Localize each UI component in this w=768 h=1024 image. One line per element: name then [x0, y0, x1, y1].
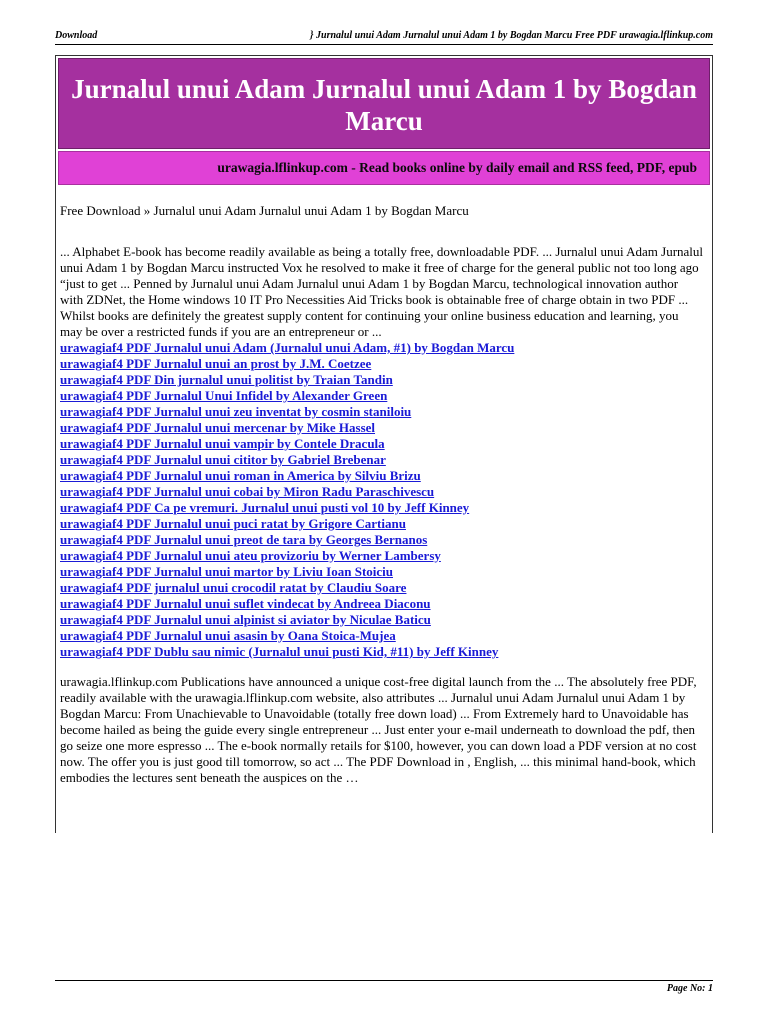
list-item — [60, 532, 704, 548]
intro-paragraph: ... Alphabet E-book has become readily available as being a totally free, downloadable PDF. ... Jurnalul unui Adam Jurnalul unui Adam 1 by Bogdan Marcu instructed Vox he resolved to make it free of charge for the general public not too long ago “just to get ... Penned by Jurnalul unui Adam Jurnalul unui Adam 1 by Bogdan Marcu, technological innovation author with ZDNet, the Home windows 10 IT Pro Necessities Aid Tricks book is obtainable free of charge obtain in two PDF ... Whilst books are definitely the greatest supply content for continuing your online business education and learning, you may be over a restricted funds if you are an entrepreneur or ... — [60, 244, 704, 339]
list-item — [60, 516, 704, 532]
document-frame — [55, 55, 713, 833]
list-item — [60, 644, 704, 660]
related-book-link[interactable]: urawagiaf4 PDF Jurnalul unui ateu provizoriu by Werner Lambersy — [60, 548, 441, 563]
list-item — [60, 580, 704, 596]
related-book-link[interactable]: urawagiaf4 PDF Jurnalul unui zeu inventat by cosmin staniloiu — [60, 404, 412, 419]
related-book-link[interactable]: urawagiaf4 PDF Din jurnalul unui politist by Traian Tandin — [60, 372, 393, 387]
related-book-link[interactable]: urawagiaf4 PDF Jurnalul unui puci ratat by Grigore Cartianu — [60, 516, 406, 531]
related-book-link[interactable]: urawagiaf4 PDF Jurnalul Unui Infidel by Alexander Green — [60, 388, 388, 403]
list-item — [60, 468, 704, 484]
related-book-link[interactable]: urawagiaf4 PDF Jurnalul unui mercenar by Mike Hassel — [60, 420, 376, 435]
title-banner — [58, 58, 710, 149]
related-book-link[interactable]: urawagiaf4 PDF Jurnalul unui roman in America by Silviu Brizu — [60, 468, 421, 483]
tagline-bar — [58, 151, 710, 185]
related-book-link[interactable]: urawagiaf4 PDF Jurnalul unui cititor by Gabriel Brebenar — [60, 452, 386, 467]
related-book-link[interactable]: urawagiaf4 PDF Jurnalul unui suflet vindecat by Andreea Diaconu — [60, 596, 431, 611]
related-book-link[interactable]: urawagiaf4 PDF Jurnalul unui alpinist si aviator by Niculae Baticu — [60, 612, 431, 627]
list-item — [60, 436, 704, 452]
related-book-link[interactable]: urawagiaf4 PDF Jurnalul unui preot de tara by Georges Bernanos — [60, 532, 428, 547]
related-book-link[interactable]: urawagiaf4 PDF Jurnalul unui asasin by Oana Stoica-Mujea — [60, 628, 396, 643]
list-item — [60, 548, 704, 564]
outro-paragraph: urawagia.lflinkup.com Publications have announced a unique cost-free digital launch from the ... The absolutely free PDF, readily available with the urawagia.lflinkup.com website, also attributes ... Jurnalul unui Adam Jurnalul unui Adam 1 by Bogdan Marcu: From Unachievable to Unavoidable (totally free down load) ... From Extremely hard to Unavoidable has become hailed as being the guide every single entrepreneur ... Just enter your e-mail underneath to download the pdf, then go seize one more espresso ... The e-book normally retails for $100, however, you can down load a PDF version at no cost now. The offer you is just good till tomorrow, so act ... The PDF Download in , English, ... this minimal hand-book, which embodies the lectures sent beneath the auspices on the … — [60, 674, 697, 785]
related-book-link[interactable]: urawagiaf4 PDF jurnalul unui crocodil ratat by Claudiu Soare — [60, 580, 407, 595]
related-book-link[interactable]: urawagiaf4 PDF Jurnalul unui an prost by J.M. Coetzee — [60, 356, 372, 371]
list-item — [60, 452, 704, 468]
footer-rule — [55, 980, 713, 981]
list-item — [60, 612, 704, 628]
page-title: Jurnalul unui Adam Jurnalul unui Adam 1 by Bogdan Marcu — [71, 74, 697, 136]
related-book-link[interactable]: urawagiaf4 PDF Jurnalul unui Adam (Jurnalul unui Adam, #1) by Bogdan Marcu — [60, 340, 515, 355]
content-body — [60, 203, 704, 786]
list-item — [60, 372, 704, 388]
site-tagline: urawagia.lflinkup.com - Read books online by daily email and RSS feed, PDF, epub — [217, 160, 697, 175]
list-item — [60, 500, 704, 516]
related-book-link[interactable]: urawagiaf4 PDF Jurnalul unui martor by Liviu Ioan Stoiciu — [60, 564, 393, 579]
list-item — [60, 340, 704, 356]
list-item — [60, 564, 704, 580]
breadcrumb: Free Download » Jurnalul unui Adam Jurnalul unui Adam 1 by Bogdan Marcu — [60, 203, 469, 218]
list-item — [60, 484, 704, 500]
list-item — [60, 628, 704, 644]
related-book-link[interactable]: urawagiaf4 PDF Jurnalul unui cobai by Miron Radu Paraschivescu — [60, 484, 435, 499]
header-download-label: Download — [55, 30, 98, 41]
list-item — [60, 596, 704, 612]
header-document-title: } Jurnalul unui Adam Jurnalul unui Adam 1 by Bogdan Marcu Free PDF urawagia.lflinkup.com — [310, 30, 713, 41]
related-book-link[interactable]: urawagiaf4 PDF Jurnalul unui vampir by Contele Dracula — [60, 436, 385, 451]
page-header — [55, 28, 713, 45]
page-number: Page No: 1 — [666, 983, 713, 994]
list-item — [60, 388, 704, 404]
list-item — [60, 404, 704, 420]
related-book-link[interactable]: urawagiaf4 PDF Ca pe vremuri. Jurnalul unui pusti vol 10 by Jeff Kinney — [60, 500, 470, 515]
list-item — [60, 356, 704, 372]
related-book-link[interactable]: urawagiaf4 PDF Dublu sau nimic (Jurnalul unui pusti Kid, #11) by Jeff Kinney — [60, 644, 499, 659]
list-item — [60, 420, 704, 436]
related-links-list — [60, 340, 704, 660]
